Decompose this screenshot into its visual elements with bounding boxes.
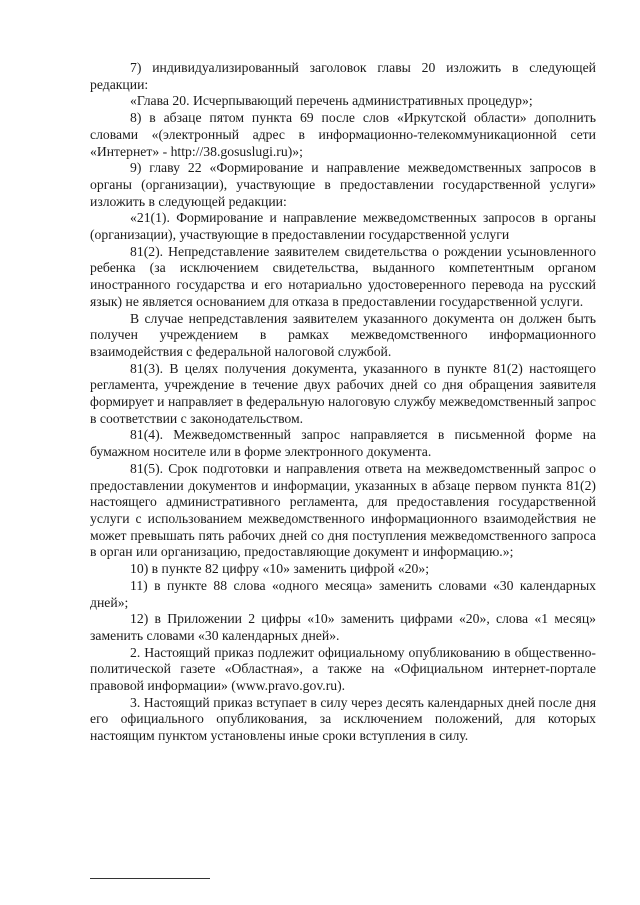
paragraph-81-3: 81(3). В целях получения документа, указанного в пункте 81(2) настоящего регламента, учреждение в течение двух рабочих дней со дня обращения заявителя формирует и направляет в федеральную налоговую службу межведомственный запрос в соответствии с законодательством. bbox=[90, 360, 596, 426]
footnote-separator-line bbox=[90, 878, 210, 879]
paragraph-item-9: 9) главу 22 «Формирование и направление межведомственных запросов в органы (организации), участвующие в предоставлении государственной услуги» изложить в следующей редакции: bbox=[90, 160, 596, 209]
paragraph-item-8: 8) в абзаце пятом пункта 69 после слов «Иркутской области» дополнить словами «(электронный адрес в информационно-телекоммуникационной сети «Интернет» - http://38.gosuslugi.ru)»; bbox=[90, 110, 596, 159]
paragraph-item-7: 7) индивидуализированный заголовок главы 20 изложить в следующей редакции: bbox=[90, 60, 596, 92]
document-body bbox=[90, 60, 596, 745]
paragraph-81-4: 81(4). Межведомственный запрос направляется в письменной форме на бумажном носителе или в форме электронного документа. bbox=[90, 427, 596, 460]
paragraph-item-11: 11) в пункте 88 слова «одного месяца» заменить словами «30 календарных дней»; bbox=[90, 577, 596, 610]
paragraph-81-5: 81(5). Срок подготовки и направления ответа на межведомственный запрос о предоставлении документов и информации, указанных в абзаце первом пункта 81(2) настоящего административного регламента, для предоставления государственной услуги с использованием межведомственного информационного взаимодействия не может превышать пять рабочих дней со дня поступления межведомственного запроса в орган или организацию, предоставляющие документ и информацию.»; bbox=[90, 460, 596, 560]
paragraph-nonsubmission: В случае непредставления заявителем указанного документа он должен быть получен учреждением в рамках межведомственного информационного взаимодействия с федеральной налоговой службой. bbox=[90, 310, 596, 359]
paragraph-item-12: 12) в Приложении 2 цифры «10» заменить цифрами «20», слова «1 месяц» заменить словами «30 календарных дней». bbox=[90, 611, 596, 643]
paragraph-item-10: 10) в пункте 82 цифру «10» заменить цифрой «20»; bbox=[130, 561, 429, 577]
paragraph-81-2: 81(2). Непредставление заявителем свидетельства о рождении усыновленного ребенка (за исключением свидетельства, выданного компетентным органом иностранного государства и его нотариально удостоверенного перевода на русский язык) не является основанием для отказа в предоставлении государственной услуги. bbox=[90, 243, 596, 309]
paragraph-clause-2: 2. Настоящий приказ подлежит официальному опубликованию в общественно-политической газете «Областная», а также на «Официальном интернет-портале правовой информации» (www.pravo.gov.ru). bbox=[90, 644, 596, 694]
paragraph-clause-3: 3. Настоящий приказ вступает в силу через десять календарных дней после дня его официального опубликования, за исключением положений, для которых настоящим пунктом установлены иные сроки вступления в силу. bbox=[90, 694, 596, 744]
paragraph-section-21-1: «21(1). Формирование и направление межведомственных запросов в органы (организации), участвующие в предоставлении государственной услуги bbox=[90, 210, 596, 243]
paragraph-chapter-20-title: «Глава 20. Исчерпывающий перечень административных процедур»; bbox=[130, 93, 533, 109]
